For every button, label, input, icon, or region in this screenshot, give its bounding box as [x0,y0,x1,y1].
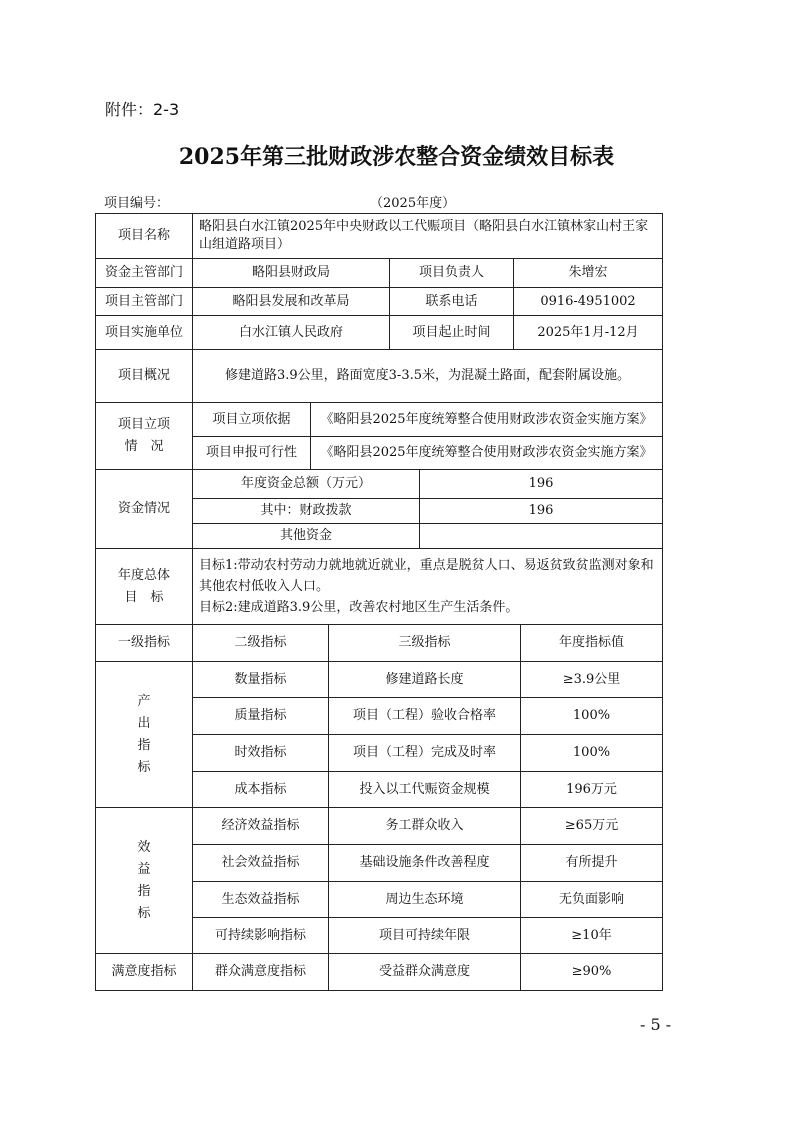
indicator-l3-cell: 投入以工代赈资金规模 [328,771,521,808]
benefit-group-char: 效 [137,839,151,855]
proj-dept-label: 项目主管部门 [95,287,193,316]
fund-dept-value: 略阳县财政局 [192,258,390,288]
proj-dept-value: 略阳县发展和改革局 [192,287,390,316]
indicator-l3-cell: 项目（工程）完成及时率 [328,734,521,772]
benefit-group-label [95,807,193,954]
overview-value: 修建道路3.9公里，路面宽度3-3.5米，为混凝土路面，配套附属设施。 [192,349,663,403]
feasibility-value: 《略阳县2025年度统筹整合使用财政涉农资金实施方案》 [310,436,663,470]
indicator-l3-cell: 受益群众满意度 [328,953,521,991]
approval-label [95,402,193,470]
header-level1: 一级指标 [95,624,193,662]
goal-label [95,548,193,625]
goal-label-line1: 年度总体 [117,567,170,583]
output-group-char: 指 [137,737,151,753]
indicator-l2-cell: 时效指标 [192,734,329,772]
funds-other-label: 其他资金 [192,523,420,549]
approval-label-line1: 项目立项 [117,417,170,432]
indicator-l2-cell: 社会效益指标 [192,844,329,882]
header-level2: 二级指标 [192,624,329,662]
goal-value [192,548,663,625]
basis-label: 项目立项依据 [192,402,311,437]
indicator-v-cell: 100% [520,734,663,772]
page-title: 2025年第三批财政涉农整合资金绩效目标表 [178,144,615,170]
name-label: 项目名称 [95,213,193,259]
indicator-l3-cell: 务工群众收入 [328,807,521,845]
indicator-v-cell: ≥65万元 [520,807,663,845]
benefit-group-char: 指 [137,883,151,899]
header-level3: 三级指标 [328,624,521,662]
indicator-v-cell: 100% [520,697,663,735]
leader-value: 朱增宏 [513,258,663,288]
funds-fiscal-label: 其中：财政拨款 [192,498,420,524]
indicator-l2-cell: 质量指标 [192,697,329,735]
benefit-group-char: 益 [137,861,151,877]
name-value: 略阳县白水江镇2025年中央财政以工代赈项目（略阳县白水江镇林家山村王家山组道路项目） [192,213,663,259]
fund-dept-label: 资金主管部门 [95,258,193,288]
goal-2: 目标2:建成道路3.9公里，改善农村地区生产生活条件。 [199,600,519,615]
funds-total-label: 年度资金总额（万元） [192,469,420,499]
impl-label: 项目实施单位 [95,315,193,350]
funds-total-value: 196 [419,469,663,499]
period-value: 2025年1月-12月 [513,315,663,350]
phone-label: 联系电话 [389,287,514,316]
funds-label: 资金情况 [95,469,193,549]
output-group-char: 标 [137,759,151,775]
period-label: 项目起止时间 [389,315,514,350]
phone-value: 0916-4951002 [513,287,663,316]
year-label: （2025年度） [370,196,456,211]
funds-fiscal-value: 196 [419,498,663,524]
feasibility-label: 项目申报可行性 [192,436,311,470]
leader-label: 项目负责人 [389,258,514,288]
indicator-v-cell: 有所提升 [520,844,663,882]
approval-label-line2: 情 况 [124,439,164,454]
indicator-l2-cell: 群众满意度指标 [192,953,329,991]
indicator-v-cell: 无负面影响 [520,881,663,918]
goal-1: 目标1:带动农村劳动力就地就近就业，重点是脱贫人口、易返贫致贫监测对象和其他农村低收入人口。 [199,558,654,594]
indicator-l2-cell: 经济效益指标 [192,807,329,845]
indicator-l3-cell: 基础设施条件改善程度 [328,844,521,882]
indicator-l3-cell: 项目可持续年限 [328,917,521,954]
indicator-v-cell: ≥10年 [520,917,663,954]
indicator-v-cell: ≥3.9公里 [520,661,663,698]
attachment-label: 附件：2-3 [105,100,180,119]
funds-other-value [419,523,663,549]
project-number-label: 项目编号： [104,196,170,211]
indicator-v-cell: ≥90% [520,953,663,991]
header-value: 年度指标值 [520,624,663,662]
indicator-l2-cell: 生态效益指标 [192,881,329,918]
indicator-l2-cell: 数量指标 [192,661,329,698]
output-group-char: 产 [137,693,151,709]
indicator-l2-cell: 可持续影响指标 [192,917,329,954]
benefit-group-char: 标 [137,905,151,921]
output-group-label [95,661,193,808]
indicator-l3-cell: 项目（工程）验收合格率 [328,697,521,735]
output-group-char: 出 [137,715,151,731]
basis-value: 《略阳县2025年度统筹整合使用财政涉农资金实施方案》 [310,402,663,437]
indicator-v-cell: 196万元 [520,771,663,808]
satisfaction-group-label: 满意度指标 [95,953,193,991]
overview-label: 项目概况 [95,349,193,403]
indicator-l2-cell: 成本指标 [192,771,329,808]
indicator-l3-cell: 周边生态环境 [328,881,521,918]
page-number: - 5 - [640,1015,672,1034]
goal-label-line2: 目 标 [124,589,164,605]
indicator-l3-cell: 修建道路长度 [328,661,521,698]
impl-value: 白水江镇人民政府 [192,315,390,350]
